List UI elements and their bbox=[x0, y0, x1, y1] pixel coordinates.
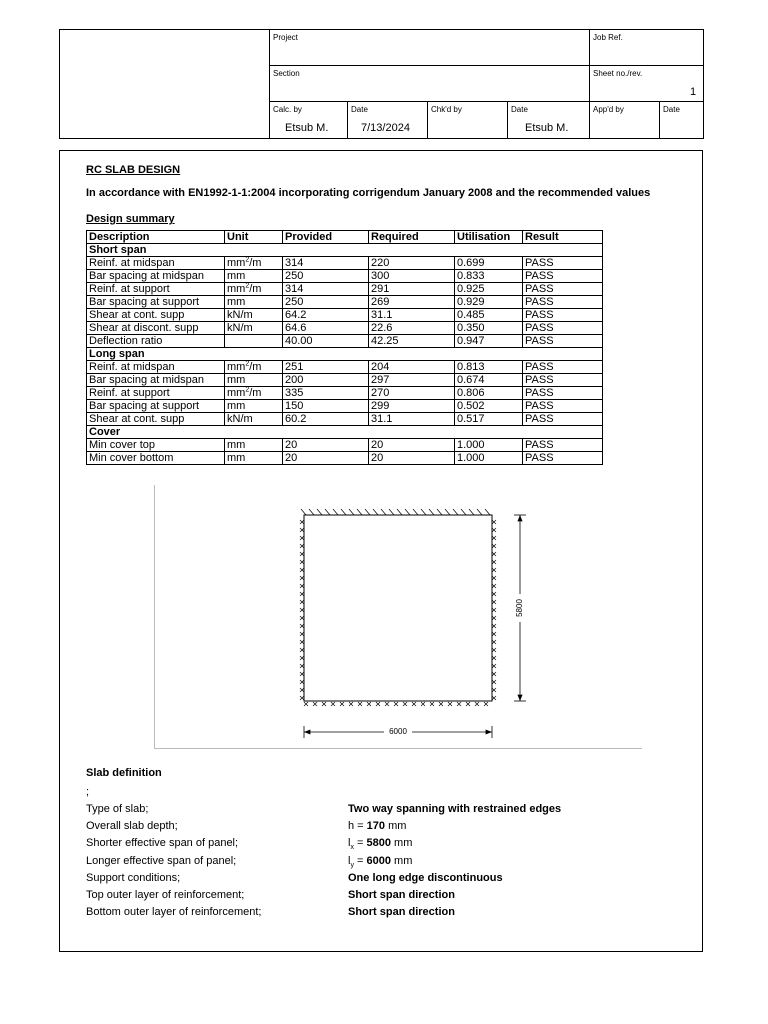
doc-title: RC SLAB DESIGN bbox=[86, 164, 181, 176]
continuity-cross-mark: × bbox=[298, 669, 306, 679]
cell-utilisation: 0.350 bbox=[455, 322, 523, 335]
cell-result: PASS bbox=[523, 387, 603, 400]
definition-label-top-outer-layer: Top outer layer of reinforcement; bbox=[86, 889, 245, 901]
cell-provided: 314 bbox=[283, 283, 369, 296]
subscript: y bbox=[350, 861, 354, 869]
definition-label-support-conditions: Support conditions; bbox=[86, 871, 181, 884]
continuity-cross-mark: × bbox=[298, 589, 306, 599]
continuity-cross-mark: × bbox=[446, 699, 454, 709]
cell-required: 31.1 bbox=[369, 413, 455, 426]
cell-description: Min cover top bbox=[87, 439, 225, 452]
section-cell bbox=[270, 66, 590, 102]
definition-number: 6000 bbox=[366, 854, 391, 867]
continuity-cross-mark: × bbox=[473, 699, 481, 709]
continuity-cross-mark: × bbox=[490, 597, 498, 607]
column-header-utilisation: Utilisation bbox=[455, 231, 523, 244]
slab-definition-heading: Slab definition bbox=[86, 767, 162, 779]
cell-description: Reinf. at support bbox=[87, 387, 225, 400]
date2-cell bbox=[508, 102, 590, 139]
hatch-mark bbox=[461, 509, 466, 515]
cell-unit: mm bbox=[225, 452, 283, 465]
cell-utilisation: 0.502 bbox=[455, 400, 523, 413]
continuity-cross-mark: × bbox=[419, 699, 427, 709]
cell-provided: 250 bbox=[283, 296, 369, 309]
column-header-description: Description bbox=[87, 231, 225, 244]
definition-label-shorter-span: Shorter effective span of panel; bbox=[86, 837, 239, 850]
cell-result: PASS bbox=[523, 335, 603, 348]
cell-result: PASS bbox=[523, 374, 603, 387]
table-row bbox=[87, 374, 603, 387]
cell-provided: 251 bbox=[283, 361, 369, 374]
cell-description: Bar spacing at midspan bbox=[87, 374, 225, 387]
cell-unit: kN/m bbox=[225, 309, 283, 322]
hatch-mark bbox=[373, 509, 378, 515]
table-row bbox=[87, 387, 603, 400]
table-row bbox=[87, 257, 603, 270]
cell-provided: 40.00 bbox=[283, 335, 369, 348]
cell-utilisation: 0.517 bbox=[455, 413, 523, 426]
chkd-label: Chk'd by bbox=[431, 105, 462, 114]
table-row bbox=[87, 283, 603, 296]
cell-required: 20 bbox=[369, 439, 455, 452]
hatch-mark bbox=[421, 509, 426, 515]
continuity-cross-mark: × bbox=[347, 699, 355, 709]
continuity-cross-mark: × bbox=[298, 581, 306, 591]
hatch-mark bbox=[389, 509, 394, 515]
column-header-result: Result bbox=[523, 231, 603, 244]
continuity-cross-mark: × bbox=[298, 621, 306, 631]
continuity-cross-mark: × bbox=[356, 699, 364, 709]
definition-value-type-of-slab: Two way spanning with restrained edges bbox=[348, 803, 562, 815]
cell-provided: 20 bbox=[283, 452, 369, 465]
continuity-cross-mark: × bbox=[490, 549, 498, 559]
chkd-cell bbox=[428, 102, 508, 139]
continuity-cross-mark: × bbox=[298, 533, 306, 543]
cell-required: 299 bbox=[369, 400, 455, 413]
summary-heading: Design summary bbox=[86, 213, 175, 225]
hatch-mark bbox=[325, 509, 330, 515]
cell-unit bbox=[225, 335, 283, 348]
cell-utilisation: 0.833 bbox=[455, 270, 523, 283]
doc-subtitle: In accordance with EN1992-1-1:2004 incorporating corrigendum January 2008 and the recommended values bbox=[86, 187, 651, 199]
subscript: x bbox=[350, 844, 354, 852]
table-row bbox=[87, 400, 603, 413]
continuity-cross-mark: × bbox=[490, 541, 498, 551]
continuity-cross-mark: × bbox=[320, 699, 328, 709]
hatch-mark bbox=[365, 509, 370, 515]
continuity-cross-mark: × bbox=[490, 669, 498, 679]
cell-provided: 64.6 bbox=[283, 322, 369, 335]
continuity-cross-mark: × bbox=[298, 565, 306, 575]
cell-provided: 335 bbox=[283, 387, 369, 400]
hatch-mark bbox=[317, 509, 322, 515]
continuity-cross-mark: × bbox=[298, 685, 306, 695]
cell-unit: mm bbox=[225, 374, 283, 387]
hatch-mark bbox=[453, 509, 458, 515]
cell-utilisation: 0.674 bbox=[455, 374, 523, 387]
continuity-cross-mark: × bbox=[490, 621, 498, 631]
definition-value-overall-slab-depth: h = 170 mm bbox=[348, 820, 407, 833]
table-row bbox=[87, 413, 603, 426]
hatch-mark bbox=[349, 509, 354, 515]
cell-utilisation: 0.929 bbox=[455, 296, 523, 309]
cell-unit: mm bbox=[225, 296, 283, 309]
cell-description: Shear at discont. supp bbox=[87, 322, 225, 335]
continuity-cross-mark: × bbox=[392, 699, 400, 709]
cell-utilisation: 0.947 bbox=[455, 335, 523, 348]
definition-number: 170 bbox=[366, 820, 386, 833]
hatch-mark bbox=[413, 509, 418, 515]
date1-label: Date bbox=[351, 105, 368, 114]
appd-label: App'd by bbox=[593, 105, 624, 114]
hatch-mark bbox=[477, 509, 482, 515]
hatch-mark bbox=[333, 509, 338, 515]
sheet-label: Sheet no./rev. bbox=[593, 69, 643, 78]
sheet-cell bbox=[590, 66, 704, 102]
definition-value-support-conditions: One long edge discontinuous bbox=[348, 871, 503, 884]
hatch-mark bbox=[429, 509, 434, 515]
superscript-2: 2 bbox=[245, 282, 250, 290]
appd-cell bbox=[590, 102, 660, 139]
date2-value: Etsub M. bbox=[525, 122, 569, 134]
superscript-2: 2 bbox=[245, 360, 250, 368]
column-header-required: Required bbox=[369, 231, 455, 244]
continuity-cross-mark: × bbox=[490, 573, 498, 583]
continuity-cross-mark: × bbox=[374, 699, 382, 709]
continuity-cross-mark: × bbox=[482, 699, 490, 709]
column-header-provided: Provided bbox=[283, 231, 369, 244]
section-row bbox=[87, 244, 603, 257]
hatch-mark bbox=[357, 509, 362, 515]
date1-value: 7/13/2024 bbox=[361, 122, 410, 134]
section-title: Long span bbox=[87, 348, 603, 361]
cell-unit: $mm^2/m$ bbox=[225, 257, 283, 270]
cell-required: 297 bbox=[369, 374, 455, 387]
continuity-cross-mark: × bbox=[490, 661, 498, 671]
section-row bbox=[87, 348, 603, 361]
continuity-cross-mark: × bbox=[490, 629, 498, 639]
vertical-dim-label: 5800 bbox=[515, 599, 525, 617]
continuity-cross-mark: × bbox=[298, 525, 306, 535]
cell-unit: mm bbox=[225, 400, 283, 413]
continuity-cross-mark: × bbox=[302, 699, 310, 709]
continuity-cross-mark: × bbox=[490, 517, 498, 527]
bottom-edge-continuous-marks bbox=[303, 700, 490, 709]
definition-value-longer-span: $l_y = 6000$ mm bbox=[348, 854, 413, 869]
cell-result: PASS bbox=[523, 439, 603, 452]
continuity-cross-mark: × bbox=[329, 699, 337, 709]
cell-description: Bar spacing at midspan bbox=[87, 270, 225, 283]
continuity-cross-mark: × bbox=[298, 541, 306, 551]
title-block bbox=[59, 29, 704, 139]
table-row bbox=[87, 296, 603, 309]
left-edge-continuous-marks bbox=[299, 518, 306, 703]
hatch-mark bbox=[405, 509, 410, 515]
slab-panel bbox=[304, 515, 492, 701]
cell-description: Reinf. at support bbox=[87, 283, 225, 296]
definition-value-bottom-outer-layer: Short span direction bbox=[348, 906, 455, 919]
continuity-cross-mark: × bbox=[490, 589, 498, 599]
section-title: Short span bbox=[87, 244, 603, 257]
continuity-cross-mark: × bbox=[298, 605, 306, 615]
continuity-cross-mark: × bbox=[490, 653, 498, 663]
cell-provided: 200 bbox=[283, 374, 369, 387]
cell-required: 20 bbox=[369, 452, 455, 465]
definition-number: 5800 bbox=[366, 837, 391, 850]
hatch-mark bbox=[397, 509, 402, 515]
cell-result: PASS bbox=[523, 270, 603, 283]
continuity-cross-mark: × bbox=[338, 699, 346, 709]
superscript-2: 2 bbox=[245, 256, 250, 264]
column-header-unit: Unit bbox=[225, 231, 283, 244]
hatch-mark bbox=[437, 509, 442, 515]
continuity-cross-mark: × bbox=[298, 517, 306, 527]
continuity-cross-mark: × bbox=[365, 699, 373, 709]
section-row bbox=[87, 426, 603, 439]
table-row bbox=[87, 322, 603, 335]
continuity-cross-mark: × bbox=[383, 699, 391, 709]
cell-description: Reinf. at midspan bbox=[87, 257, 225, 270]
cell-required: 31.1 bbox=[369, 309, 455, 322]
cell-provided: 20 bbox=[283, 439, 369, 452]
definition-semicolon: ; bbox=[86, 786, 90, 798]
cell-result: PASS bbox=[523, 309, 603, 322]
cell-unit: $mm^2/m$ bbox=[225, 387, 283, 400]
jobref-cell bbox=[590, 30, 704, 66]
continuity-cross-mark: × bbox=[298, 661, 306, 671]
cell-utilisation: 0.485 bbox=[455, 309, 523, 322]
cell-description: Min cover bottom bbox=[87, 452, 225, 465]
hatch-mark bbox=[341, 509, 346, 515]
definition-label-longer-span: Longer effective span of panel; bbox=[86, 854, 237, 867]
project-label: Project bbox=[273, 33, 298, 42]
cell-required: 22.6 bbox=[369, 322, 455, 335]
cell-description: Bar spacing at support bbox=[87, 400, 225, 413]
continuity-cross-mark: × bbox=[490, 613, 498, 623]
sheet-value: 1 bbox=[690, 86, 697, 98]
continuity-cross-mark: × bbox=[490, 605, 498, 615]
hatch-mark bbox=[485, 509, 490, 515]
continuity-cross-mark: × bbox=[298, 597, 306, 607]
table-header-row bbox=[87, 231, 603, 244]
hatch-mark bbox=[469, 509, 474, 515]
logo-cell bbox=[60, 30, 270, 139]
continuity-cross-mark: × bbox=[298, 693, 306, 703]
continuity-cross-mark: × bbox=[490, 693, 498, 703]
cell-unit: mm bbox=[225, 439, 283, 452]
slab-panel-diagram bbox=[280, 500, 540, 750]
cell-utilisation: 0.813 bbox=[455, 361, 523, 374]
cell-result: PASS bbox=[523, 283, 603, 296]
cell-provided: 150 bbox=[283, 400, 369, 413]
cell-utilisation: 1.000 bbox=[455, 452, 523, 465]
cell-result: PASS bbox=[523, 257, 603, 270]
continuity-cross-mark: × bbox=[311, 699, 319, 709]
continuity-cross-mark: × bbox=[428, 699, 436, 709]
continuity-cross-mark: × bbox=[298, 549, 306, 559]
hatch-mark bbox=[381, 509, 386, 515]
continuity-cross-mark: × bbox=[437, 699, 445, 709]
continuity-cross-mark: × bbox=[298, 637, 306, 647]
cell-description: Shear at cont. supp bbox=[87, 413, 225, 426]
horizontal-dim-label: 6000 bbox=[389, 727, 407, 737]
section-label: Section bbox=[273, 69, 300, 78]
cell-result: PASS bbox=[523, 413, 603, 426]
cell-utilisation: 0.806 bbox=[455, 387, 523, 400]
continuity-cross-mark: × bbox=[298, 557, 306, 567]
calcby-value: Etsub M. bbox=[285, 122, 329, 134]
cell-required: 300 bbox=[369, 270, 455, 283]
continuity-cross-mark: × bbox=[490, 645, 498, 655]
hatch-mark bbox=[301, 509, 306, 515]
continuity-cross-mark: × bbox=[490, 525, 498, 535]
cell-result: PASS bbox=[523, 361, 603, 374]
cell-unit: $mm^2/m$ bbox=[225, 361, 283, 374]
definition-value-top-outer-layer: Short span direction bbox=[348, 889, 455, 901]
continuity-cross-mark: × bbox=[298, 629, 306, 639]
design-summary-table bbox=[86, 230, 603, 465]
cell-unit: $mm^2/m$ bbox=[225, 283, 283, 296]
project-cell bbox=[270, 30, 590, 66]
definition-value-shorter-span: $l_x = 5800$ mm bbox=[348, 837, 413, 852]
cell-provided: 60.2 bbox=[283, 413, 369, 426]
table-row bbox=[87, 439, 603, 452]
cell-description: Reinf. at midspan bbox=[87, 361, 225, 374]
slab-outline bbox=[304, 515, 492, 701]
table-row bbox=[87, 452, 603, 465]
date2-label: Date bbox=[511, 105, 528, 114]
cell-required: 269 bbox=[369, 296, 455, 309]
cell-result: PASS bbox=[523, 452, 603, 465]
continuity-cross-mark: × bbox=[298, 677, 306, 687]
cell-description: Shear at cont. supp bbox=[87, 309, 225, 322]
cell-provided: 64.2 bbox=[283, 309, 369, 322]
hatch-mark bbox=[309, 509, 314, 515]
continuity-cross-mark: × bbox=[455, 699, 463, 709]
cell-description: Deflection ratio bbox=[87, 335, 225, 348]
continuity-cross-mark: × bbox=[464, 699, 472, 709]
hatch-mark bbox=[445, 509, 450, 515]
cell-required: 220 bbox=[369, 257, 455, 270]
cell-required: 291 bbox=[369, 283, 455, 296]
cell-unit: kN/m bbox=[225, 413, 283, 426]
calcby-cell bbox=[270, 102, 348, 139]
section-title: Cover bbox=[87, 426, 603, 439]
cell-provided: 250 bbox=[283, 270, 369, 283]
continuity-cross-mark: × bbox=[490, 557, 498, 567]
continuity-cross-mark: × bbox=[490, 565, 498, 575]
cell-result: PASS bbox=[523, 296, 603, 309]
calcby-label: Calc. by bbox=[273, 105, 302, 114]
continuity-cross-mark: × bbox=[490, 581, 498, 591]
date3-cell bbox=[660, 102, 704, 139]
continuity-cross-mark: × bbox=[490, 685, 498, 695]
continuity-cross-mark: × bbox=[298, 645, 306, 655]
table-row bbox=[87, 309, 603, 322]
superscript-2: 2 bbox=[245, 386, 250, 394]
continuity-cross-mark: × bbox=[298, 653, 306, 663]
cell-utilisation: 0.699 bbox=[455, 257, 523, 270]
cell-required: 204 bbox=[369, 361, 455, 374]
continuity-cross-mark: × bbox=[298, 613, 306, 623]
cell-provided: 314 bbox=[283, 257, 369, 270]
date3-label: Date bbox=[663, 105, 680, 114]
right-edge-continuous-marks bbox=[491, 518, 498, 703]
definition-label-type-of-slab: Type of slab; bbox=[86, 803, 149, 815]
continuity-cross-mark: × bbox=[490, 637, 498, 647]
continuity-cross-mark: × bbox=[401, 699, 409, 709]
continuity-cross-mark: × bbox=[490, 677, 498, 687]
continuity-cross-mark: × bbox=[410, 699, 418, 709]
cell-result: PASS bbox=[523, 400, 603, 413]
definition-label-overall-slab-depth: Overall slab depth; bbox=[86, 820, 178, 833]
table-row bbox=[87, 270, 603, 283]
cell-required: 42.25 bbox=[369, 335, 455, 348]
cell-result: PASS bbox=[523, 322, 603, 335]
cell-unit: mm bbox=[225, 270, 283, 283]
cell-unit: kN/m bbox=[225, 322, 283, 335]
cell-required: 270 bbox=[369, 387, 455, 400]
top-edge-fixed-hatch bbox=[301, 509, 490, 515]
definition-label-bottom-outer-layer: Bottom outer layer of reinforcement; bbox=[86, 906, 262, 919]
date1-cell bbox=[348, 102, 428, 139]
jobref-label: Job Ref. bbox=[593, 33, 623, 42]
cell-utilisation: 0.925 bbox=[455, 283, 523, 296]
cell-utilisation: 1.000 bbox=[455, 439, 523, 452]
continuity-cross-mark: × bbox=[490, 533, 498, 543]
continuity-cross-mark: × bbox=[298, 573, 306, 583]
table-row bbox=[87, 361, 603, 374]
cell-description: Bar spacing at support bbox=[87, 296, 225, 309]
table-row bbox=[87, 335, 603, 348]
